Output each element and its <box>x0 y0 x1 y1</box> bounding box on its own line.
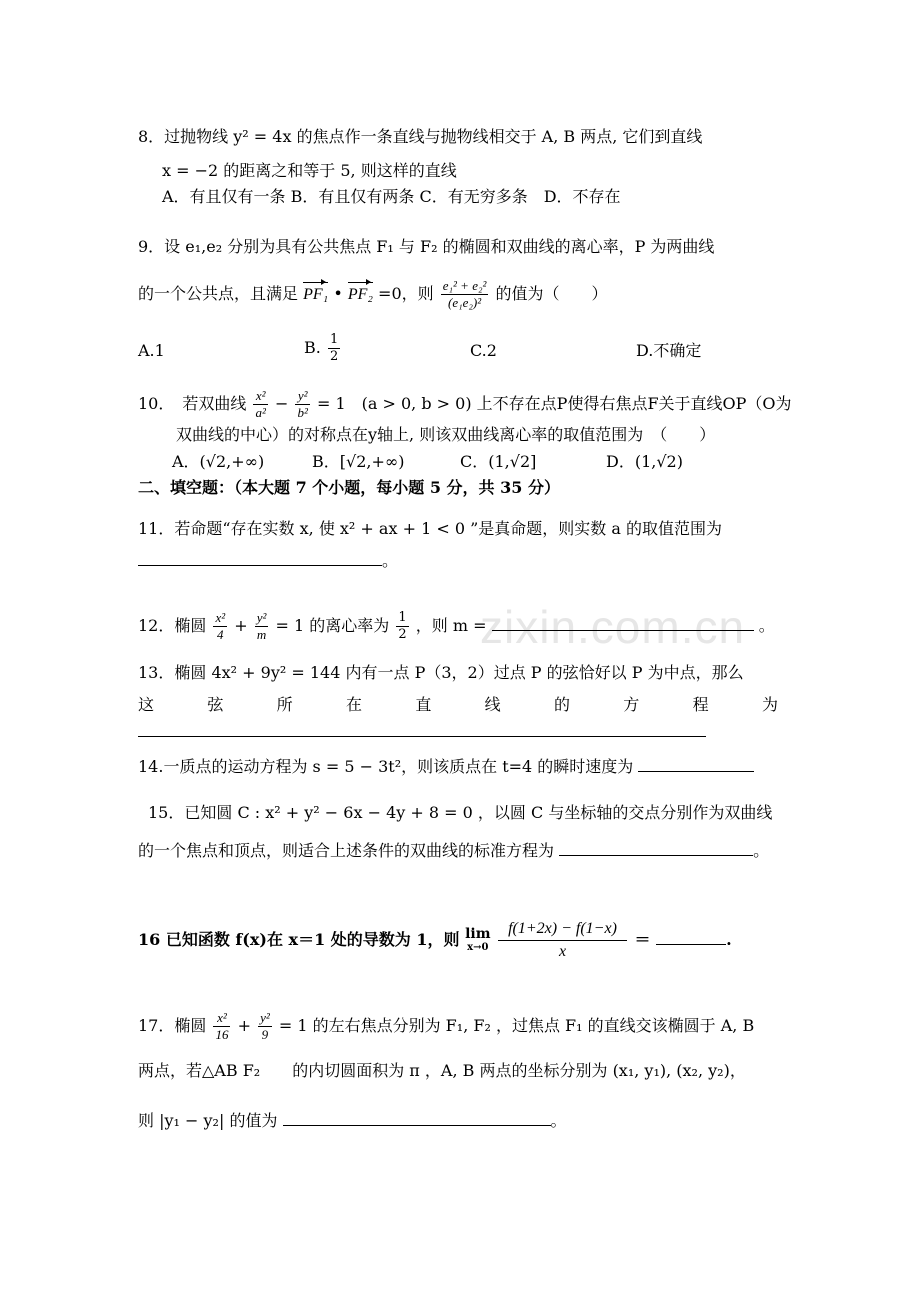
q12-fraction-x <box>213 610 227 643</box>
q17-fraction-y-num: y² <box>260 1010 270 1025</box>
q9-fraction-denominator: (e₁e₂)² <box>447 295 482 310</box>
q17-end: 。 <box>550 1111 567 1130</box>
q13-line1: 13．椭圆 4x² + 9y² = 144 内有一点 P（3，2）过点 P 的弦恰好以 P 为中点，那么 <box>138 663 744 682</box>
q14-answer-blank <box>638 757 754 772</box>
watermark: zixin.com.cn <box>480 601 746 653</box>
q15-line2-text: 的一个焦点和顶点，则适合上述条件的双曲线的标准方程为 <box>138 841 555 860</box>
q11-line2 <box>138 550 398 572</box>
q17-fraction-y-den: 9 <box>261 1027 269 1042</box>
q9-option-b-num: 1 <box>329 332 339 347</box>
q12-pre: 12．椭圆 <box>138 616 207 635</box>
q10-fraction-x <box>253 388 267 421</box>
q9-vector-pf1: PF₁ <box>303 284 328 306</box>
q12-fraction-x-num: x² <box>215 610 226 625</box>
q11-end: 。 <box>382 551 399 570</box>
q9-condition: =0，则 <box>378 284 434 303</box>
q14-line <box>138 756 754 778</box>
q9-line2-pre: 的一个公共点，且满足 <box>138 284 299 303</box>
q13-answer-blank <box>138 736 706 737</box>
q10-fraction-y-num: y² <box>295 388 309 405</box>
q9-vector-pf2: PF₂ <box>348 284 373 306</box>
q10-fraction-x-num: x² <box>253 388 267 405</box>
q12-mid: 的离心率为 <box>309 616 390 635</box>
q9-line1: 9．设 e₁,e₂ 分别为具有公共焦点 F₁ 与 F₂ 的椭圆和双曲线的离心率，P 为两曲线 <box>138 237 715 256</box>
q12-end: 。 <box>758 616 775 635</box>
q12-fraction-y <box>255 610 269 643</box>
q9-line2 <box>138 278 608 311</box>
q8-line2: x = −2 的距离之和等于 5, 则这样的直线 <box>162 161 457 180</box>
q12-plus: + <box>234 616 248 635</box>
q12-fraction-y-num: y² <box>256 610 267 625</box>
q11-answer-blank <box>138 551 382 566</box>
q9-option-c: C.2 <box>470 341 497 360</box>
q17-line1-post: 的左右焦点分别为 F₁, F₂ ，过焦点 F₁ 的直线交该椭圆于 A, B <box>312 1016 755 1035</box>
q9-fraction-numerator: e₁² + e₂² <box>442 278 487 293</box>
q10-option-b: B．[√2,+∞) <box>312 452 405 471</box>
q10-fraction-x-den: a² <box>255 405 266 420</box>
q10-line1 <box>138 388 792 421</box>
q10-fraction-y <box>295 388 309 421</box>
q15-end: 。 <box>753 841 770 860</box>
q9-dot: • <box>333 284 343 303</box>
q9-option-b-label: B. <box>304 338 321 357</box>
q9-option-a: A.1 <box>138 341 165 360</box>
q10-minus: − <box>274 394 289 413</box>
q17-fraction-y <box>258 1010 272 1043</box>
q12-e-den: 2 <box>398 627 407 642</box>
q12-fraction-y-den: m <box>256 627 267 642</box>
q13-word: 线 <box>484 695 501 714</box>
q8-options: A．有且仅有一条 B．有且仅有两条 C．有无穷多条 D．不存在 <box>162 187 621 206</box>
q16-end: . <box>726 930 732 949</box>
q13-word: 为 <box>761 695 778 714</box>
q13-word: 弦 <box>207 695 224 714</box>
q16-denominator: x <box>558 943 567 960</box>
q15-line1: 15．已知圆 C : x² + y² − 6x − 4y + 8 = 0 ，以圆 C 与坐标轴的交点分别作为双曲线 <box>148 803 773 822</box>
q12-fraction-x-den: 4 <box>217 627 224 642</box>
q17-fraction-x-num: x² <box>213 1010 230 1027</box>
q16-numerator: f(1+2x) − f(1−x) <box>498 918 627 941</box>
q16-lim-sub: x→0 <box>467 941 489 953</box>
q17-fraction-x-den: 16 <box>215 1027 229 1042</box>
q16-pre: 16 已知函数 f(x)在 x＝1 处的导数为 1，则 <box>138 930 460 949</box>
q17-pre: 17．椭圆 <box>138 1016 207 1035</box>
q17-fraction-x <box>213 1010 230 1043</box>
q10-equation: = 1 (a > 0, b > 0) 上不存在点P使得右焦点F关于直线OP（O为 <box>316 394 792 413</box>
q17-line3 <box>138 1110 567 1132</box>
q12-e-num: 1 <box>398 610 407 625</box>
q10-fraction-y-den: b² <box>297 405 308 420</box>
q16-post: ＝ <box>634 930 651 949</box>
q12-line <box>138 610 775 643</box>
q16-fraction <box>498 918 627 963</box>
q9-fraction <box>441 278 489 311</box>
q15-line2 <box>138 840 769 862</box>
q13-word: 在 <box>345 695 362 714</box>
q17-eq: = 1 <box>278 1016 308 1035</box>
q10-option-d: D．(1,√2) <box>606 452 683 471</box>
q12-eq: = 1 <box>275 616 305 635</box>
q9-option-d: D.不确定 <box>636 341 702 360</box>
q13-word: 程 <box>692 695 709 714</box>
q17-line3-text: 则 |y₁ − y₂| 的值为 <box>138 1111 278 1130</box>
q10-option-a: A．(√2,+∞) <box>172 452 265 471</box>
q14-text: 14.一质点的运动方程为 s = 5 − 3t²，则该质点在 t=4 的瞬时速度为 <box>138 757 634 776</box>
q12-eccentricity-fraction <box>396 610 408 643</box>
q13-word: 所 <box>276 695 293 714</box>
q9-option-b-den: 2 <box>329 349 339 364</box>
q10-line2: 双曲线的中心）的对称点在y轴上, 则该双曲线离心率的取值范围为 （ ） <box>176 425 716 444</box>
q15-answer-blank <box>559 841 753 856</box>
q13-word: 的 <box>553 695 570 714</box>
q16-answer-blank <box>656 930 726 945</box>
q13-line2 <box>138 694 778 716</box>
q8-line1: 8．过抛物线 y² = 4x 的焦点作一条直线与抛物线相交于 A, B 两点, 它们到直线 <box>138 127 703 146</box>
q17-line1 <box>138 1010 754 1043</box>
q17-line2: 两点，若△AB F₂ 的内切圆面积为 π ，A, B 两点的坐标分别为 (x₁, y₁), (x₂, y₂)， <box>138 1061 746 1080</box>
q9-option-b <box>304 332 342 365</box>
q9-option-b-fraction <box>328 332 340 365</box>
q16-limit <box>465 927 490 955</box>
q9-line2-post: 的值为（ ） <box>495 284 608 303</box>
q12-answer-blank <box>492 616 754 631</box>
section-title-fill-in: 二、填空题：（本大题 7 个小题，每小题 5 分，共 35 分） <box>138 478 560 497</box>
q10-option-c: C．(1,√2] <box>460 452 537 471</box>
q11-line1: 11．若命题“存在实数 x, 使 x² + ax + 1 < 0 ”是真命题，则实数 a 的取值范围为 <box>138 519 722 538</box>
q17-plus: + <box>237 1016 251 1035</box>
q17-answer-blank <box>283 1111 551 1126</box>
q13-word: 这 <box>138 695 155 714</box>
q12-post: ，则 m = <box>415 616 487 635</box>
q16-lim: lim <box>465 925 491 942</box>
q13-word: 方 <box>623 695 640 714</box>
q13-word: 直 <box>415 695 432 714</box>
q16-line <box>138 918 732 963</box>
q10-line1-pre: 10． 若双曲线 <box>138 394 247 413</box>
